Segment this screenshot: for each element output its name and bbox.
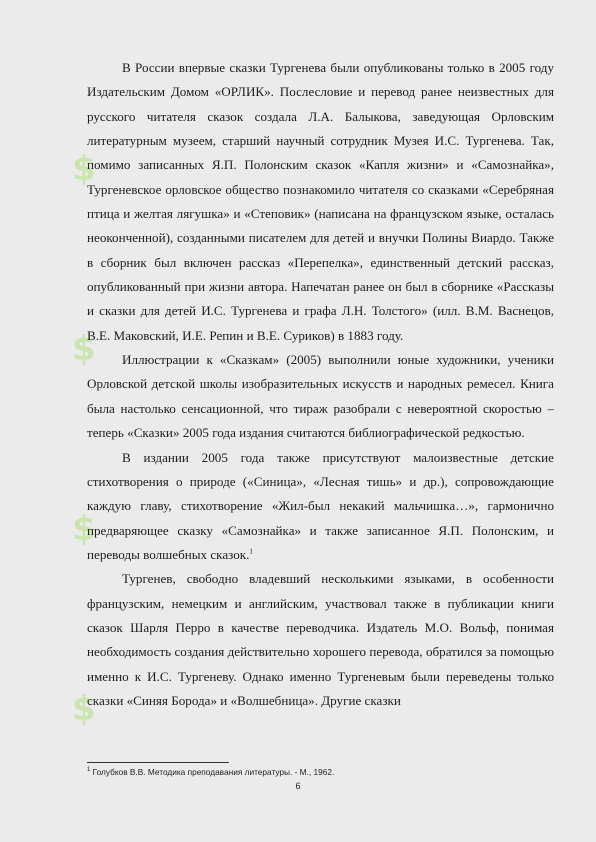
footnote-text: Голубков В.В. Методика преподавания литературы. - М., 1962. bbox=[92, 767, 335, 777]
paragraph-2: Иллюстрации к «Сказкам» (2005) выполнили юные художники, ученики Орловской детской школы изобразительных искусств и народных ремесел. Книга была настолько сенсационной, что тираж разобрали с невероятной скоростью – теперь «Сказки» 2005 года издания считаются библиографической редкостью. bbox=[87, 352, 554, 441]
body-text bbox=[87, 56, 554, 713]
footnote-marker: 1 bbox=[87, 767, 91, 774]
svg-text:$: $ bbox=[72, 329, 96, 369]
svg-text:$: $ bbox=[72, 689, 96, 729]
paragraph-3 bbox=[87, 446, 554, 568]
footnote-divider bbox=[87, 762, 229, 763]
svg-text:$: $ bbox=[72, 149, 96, 189]
footnote-reference[interactable]: 1 bbox=[249, 547, 253, 556]
paragraph-3-text: В издании 2005 года также присутствуют малоизвестные детские стихотворения о природе («Синица», «Лесная тишь» и др.), сопровождающие каждую главу, стихотворение «Жил-был некакий мальчишка…», гармонично предваряющее сказку «Самознайка» и также записанное Я.П. Полонским, и переводы волшебных сказок. bbox=[87, 449, 554, 562]
paragraph-1: В России впервые сказки Тургенева были опубликованы только в 2005 году Издательским Домом «ОРЛИК». Послесловие и перевод ранее неизвестных для русского читателя сказок создала Л.А. Балыкова, заведующая Орловским литературным музеем, старший научный сотрудник Музея И.С. Тургенева. Так, помимо записанных Я.П. Полонским сказок «Капля жизни» и «Самознайка», Тургеневское орловское общество познакомило читателя со сказками «Серебряная птица и желтая лягушка» и «Степовик» (написана на французском языке, осталась неоконченной), созданными писателем для детей и внучки Полины Виардо. Также в сборник был включен рассказ «Перепелка», единственный детский рассказ, опубликованный при жизни автора. Напечатан ранее он был в сборнике «Рассказы и сказки для детей И.С. Тургенева и графа Л.Н. Толстого» (илл. В.М. Васнецов, В.Е. Маковский, И.Е. Репин и В.Е. Суриков) в 1883 году. bbox=[87, 60, 554, 343]
paragraph-4: Тургенев, свободно владевший несколькими языками, в особенности французским, немецким и английским, участвовал также в публикации книги сказок Шарля Перро в качестве переводчика. Издатель М.О. Вольф, понимая необходимость создания действительно хорошего перевода, обратился за помощью именно к И.С. Тургеневу. Однако именно Тургеневым были переведены только сказки «Синяя Борода» и «Волшебница». Другие сказки bbox=[87, 571, 554, 708]
page-number: 6 bbox=[295, 781, 301, 791]
svg-text:$: $ bbox=[72, 509, 96, 549]
footnote bbox=[87, 767, 334, 777]
